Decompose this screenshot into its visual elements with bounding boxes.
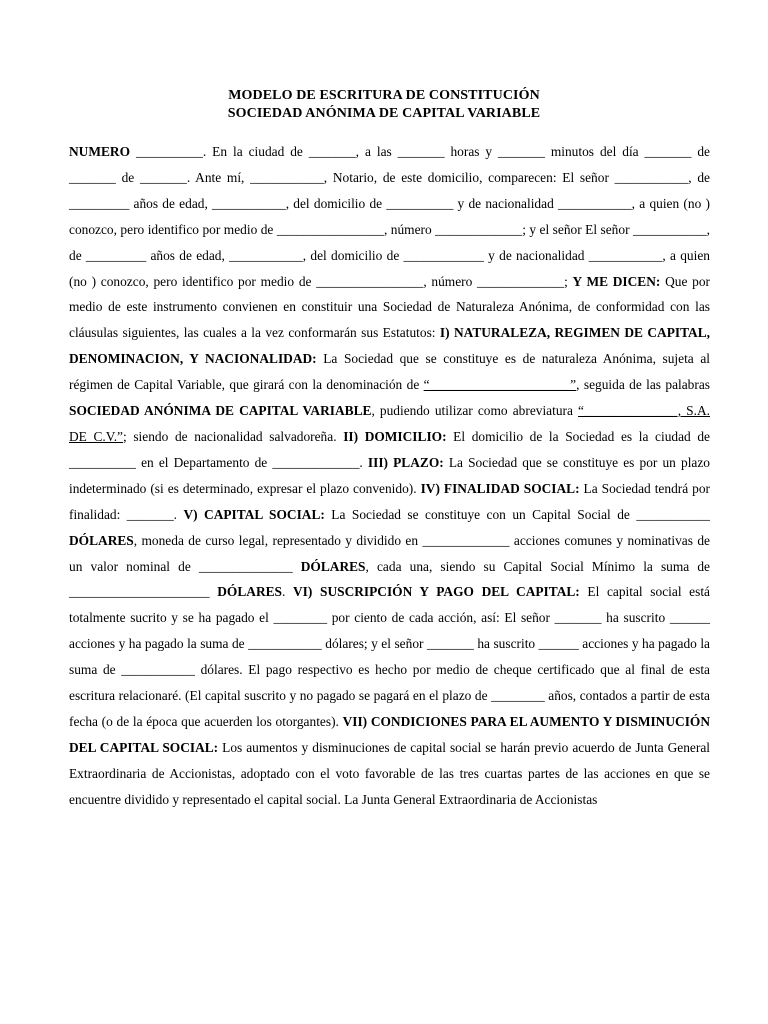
body-text: El capital social está totalmente sucrito y se ha pagado el ________ por ciento de cada acción, así: El señor _______ ha suscrito ______ acciones y ha pagado la suma de ___________ dólares; y el señor _______ ha suscrito ______ acciones y ha pagado la suma de ___________ dólares. El pago respectivo es hecho por medio de cheque certificado que al final de esta escritura relacionaré. (El capital suscrito y no pagado se pagará en el plazo de ________ años, contados a partir de esta fecha (o de la época que acuerden los otorgantes). — [69, 584, 711, 729]
clause-heading: IV) FINALIDAD SOCIAL: — [420, 480, 580, 496]
body-text: , pudiendo utilizar como abreviatura — [371, 403, 579, 419]
clause-heading: DÓLARES — [217, 584, 283, 600]
clause-heading: II) DOMICILIO: — [343, 428, 447, 444]
body-text: ; siendo de nacionalidad salvadoreña. — [123, 428, 344, 444]
body-text: , moneda de curso legal, representado y dividido en _____________ acciones comunes y nominativas de un valor nominal de ______________ — [69, 532, 710, 574]
body-text: , seguida de las palabras — [576, 377, 710, 393]
clause-heading: VI) SUSCRIPCIÓN Y PAGO DEL CAPITAL: — [293, 584, 580, 600]
body-text: La Sociedad se constituye con un Capital Social de ___________ — [324, 506, 710, 522]
clause-heading: V) CAPITAL SOCIAL: — [183, 506, 325, 522]
underlined-blank: “______________, S.A. DE C.V.” — [69, 403, 710, 444]
clause-heading: VII) CONDICIONES PARA EL AUMENTO Y DISMINUCIÓN DEL CAPITAL SOCIAL: — [69, 713, 710, 755]
clause-heading: SOCIEDAD ANÓNIMA DE CAPITAL VARIABLE — [69, 403, 372, 419]
clause-heading: Y ME DICEN: — [572, 273, 661, 289]
body-text: La Sociedad que se constituye es de naturaleza Anónima, sujeta al régimen de Capital Variable, que girará con la denominación de — [69, 351, 711, 393]
clause-heading: I) NATURALEZA, REGIMEN DE CAPITAL, DENOMINACION, Y NACIONALIDAD: — [69, 325, 710, 367]
body-text: . — [282, 584, 294, 600]
clause-heading: DÓLARES — [300, 558, 366, 574]
document-body — [69, 139, 710, 813]
clause-heading: III) PLAZO: — [367, 454, 444, 470]
body-text: Que por medio de este instrumento convienen en constituir una Sociedad de Naturaleza Anónima, de conformidad con las cláusulas siguientes, las cuales a la vez conformarán sus Estatutos: — [69, 273, 711, 341]
body-text: El domicilio de la Sociedad es la ciudad de __________ en el Departamento de _____________. — [69, 428, 710, 470]
body-text: La Sociedad que se constituye es por un plazo indeterminado (si es determinado, expresar el plazo convenido). — [69, 454, 710, 496]
document-title-line-2: SOCIEDAD ANÓNIMA DE CAPITAL VARIABLE — [227, 106, 541, 121]
body-text: __________. En la ciudad de _______, a las _______ horas y _______ minutos del día _______ de _______ de _______. Ante mí, ___________, Notario, de este domicilio, comparecen: El señor ___________, de _________ años de edad, ___________, del domicilio de __________ y de nacionalidad ___________, a quien (no ) conozco, pero identifico por medio de ________________, número _____________; y el señor El señor ___________, de _________ años de edad, ___________, del domicilio de ____________ y de nacionalidad ___________, a quien (no ) conozco, pero identifico por medio de ________________, número _____________; — [69, 144, 710, 289]
clause-heading: DÓLARES — [69, 532, 134, 548]
body-text: , cada una, siendo su Capital Social Mínimo la suma de _____________________ — [69, 558, 710, 600]
clause-heading: NUMERO — [69, 144, 130, 159]
document-title-line-1: MODELO DE ESCRITURA DE CONSTITUCIÓN — [228, 88, 540, 103]
body-text: La Sociedad tendrá por finalidad: _______. — [69, 480, 711, 522]
body-text: Los aumentos y disminuciones de capital social se harán previo acuerdo de Junta General Extraordinaria de Accionistas, adoptado con el voto favorable de las tres cuartas partes de las acciones en que se encuentre dividido y representado el capital social. La Junta General Extraordinaria de Accionistas — [69, 739, 710, 807]
underlined-blank: “_____________________” — [423, 377, 577, 393]
